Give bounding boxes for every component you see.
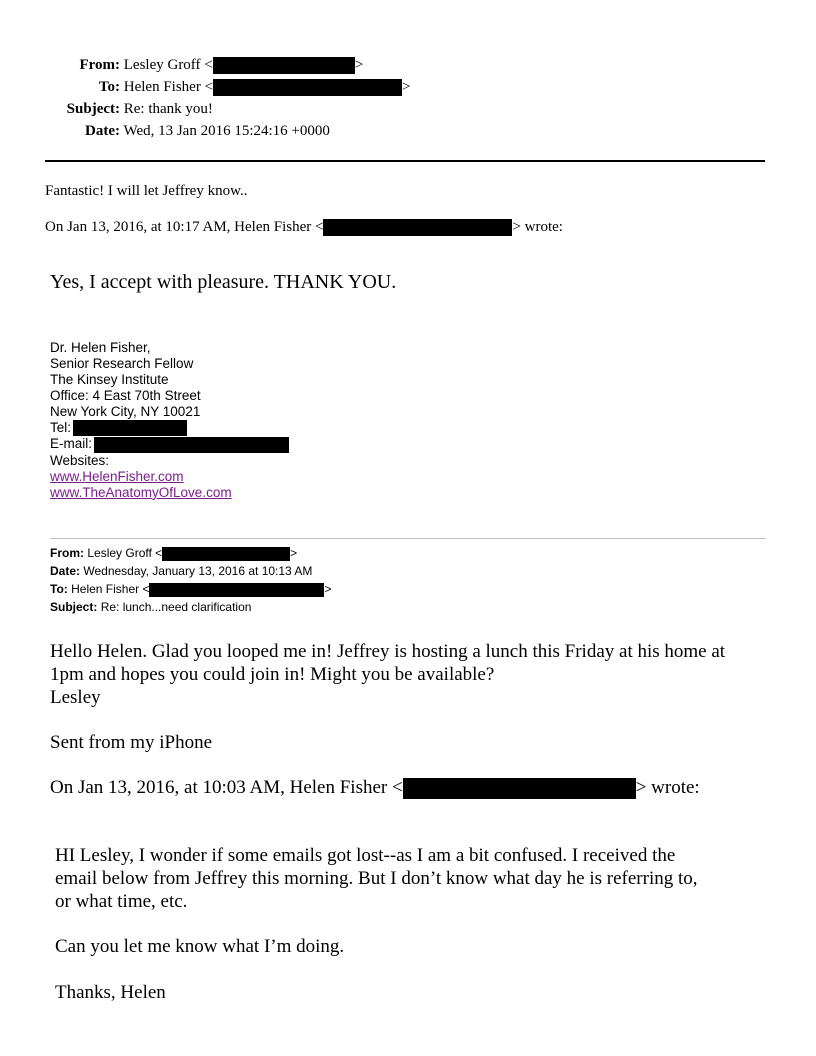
- message-signoff: Lesley: [50, 687, 101, 708]
- from-value: Lesley Groff <: [123, 57, 213, 73]
- date-label: Date:: [85, 123, 120, 139]
- quote-suffix: > wrote:: [512, 219, 563, 235]
- signature-email: [50, 436, 289, 452]
- fwd-to-close: >: [324, 582, 332, 596]
- from-label: From:: [79, 57, 120, 73]
- forward-divider: [50, 538, 766, 539]
- to-label: To:: [98, 79, 120, 95]
- website-link-helenfisher[interactable]: www.HelenFisher.com: [50, 468, 184, 484]
- signature-office: Office: 4 East 70th Street: [50, 388, 201, 403]
- subject-label: Subject:: [66, 101, 120, 117]
- signature-name: Dr. Helen Fisher,: [50, 340, 151, 355]
- message-line: email below from Jeffrey this morning. But I don’t know what day he is referring to,: [55, 868, 698, 889]
- fwd-from-close: >: [290, 546, 298, 560]
- message-line: or what time, etc.: [55, 891, 188, 912]
- to-close: >: [402, 79, 411, 95]
- reply-body: Fantastic! I will let Jeffrey know..: [45, 183, 248, 199]
- acceptance-text: Yes, I accept with pleasure. THANK YOU.: [50, 271, 397, 293]
- header-divider: [45, 160, 765, 162]
- redaction-box: [213, 57, 355, 74]
- helen-message: [55, 844, 698, 913]
- fwd-subject-value: Re: lunch...need clarification: [100, 600, 252, 614]
- quote-prefix: On Jan 13, 2016, at 10:03 AM, Helen Fisher <: [50, 777, 403, 798]
- fwd-to-value: Helen Fisher <: [71, 582, 150, 596]
- signature-city: New York City, NY 10021: [50, 404, 201, 419]
- message-line: HI Lesley, I wonder if some emails got lost--as I am a bit confused. I received the: [55, 845, 676, 866]
- fwd-date-label: Date:: [50, 564, 81, 578]
- header-from-row: [60, 54, 411, 76]
- fwd-subject-row: [50, 598, 332, 616]
- date-value: Wed, 13 Jan 2016 15:24:16 +0000: [123, 123, 330, 139]
- quote-attribution: [45, 219, 563, 236]
- fwd-from-row: [50, 544, 332, 562]
- email-header: [60, 54, 411, 142]
- lesley-message: [50, 640, 725, 709]
- header-to-row: [60, 76, 411, 98]
- redaction-box: [323, 219, 512, 236]
- redaction-box: [213, 79, 402, 96]
- email-label: E-mail:: [50, 436, 93, 452]
- quote-prefix: On Jan 13, 2016, at 10:17 AM, Helen Fisher <: [45, 219, 324, 235]
- fwd-date-row: [50, 562, 332, 580]
- fwd-subject-label: Subject:: [50, 600, 98, 614]
- redaction-box: [162, 547, 290, 561]
- helen-signoff: Thanks, Helen: [55, 982, 166, 1003]
- message-line: Hello Helen. Glad you looped me in! Jeffrey is hosting a lunch this Friday at his home at: [50, 641, 726, 662]
- signature-tel: [50, 420, 289, 436]
- message-line: 1pm and hopes you could join in! Might you be available?: [50, 664, 495, 685]
- forwarded-header: [50, 544, 332, 616]
- redaction-box: [403, 778, 636, 799]
- quote-attribution-2: [50, 777, 700, 799]
- redaction-box: [73, 420, 187, 436]
- signature-websites-label: Websites:: [50, 452, 110, 468]
- helen-question: Can you let me know what I’m doing.: [55, 936, 345, 957]
- subject-value: Re: thank you!: [123, 101, 213, 117]
- fwd-to-row: [50, 580, 332, 598]
- from-close: >: [354, 57, 364, 73]
- fwd-from-value: Lesley Groff <: [87, 546, 163, 560]
- tel-label: Tel:: [50, 420, 72, 435]
- sent-from-line: Sent from my iPhone: [50, 732, 213, 753]
- website-link-anatomyoflove[interactable]: www.TheAnatomyOfLove.com: [50, 484, 232, 500]
- header-subject-row: [60, 98, 411, 120]
- fwd-from-label: From:: [50, 546, 84, 560]
- signature-block: [50, 340, 289, 501]
- signature-org: The Kinsey Institute: [50, 372, 169, 387]
- redaction-box: [94, 437, 289, 453]
- fwd-to-label: To:: [50, 582, 68, 596]
- fwd-date-value: Wednesday, January 13, 2016 at 10:13 AM: [83, 564, 313, 578]
- to-value: Helen Fisher <: [123, 79, 214, 95]
- signature-title: Senior Research Fellow: [50, 356, 194, 371]
- redaction-box: [149, 583, 324, 597]
- header-date-row: [60, 120, 411, 142]
- quote-suffix: > wrote:: [635, 777, 700, 798]
